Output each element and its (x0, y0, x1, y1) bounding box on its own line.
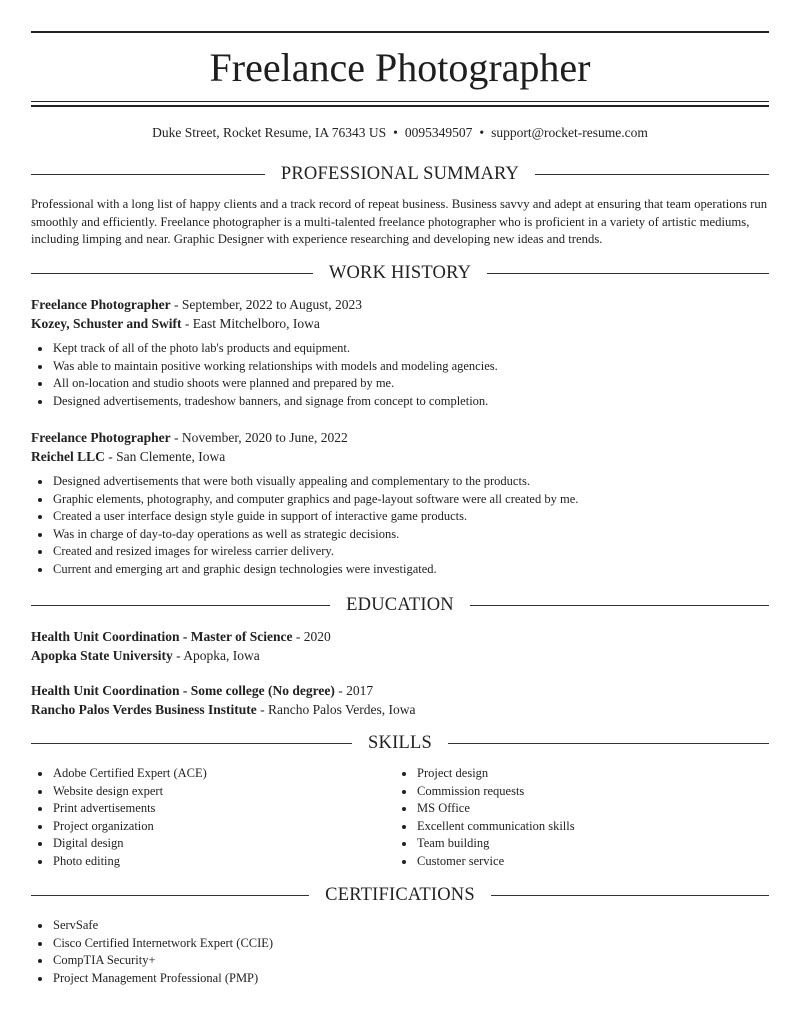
education-location: - Apopka, Iowa (172, 648, 260, 663)
job-dates: - November, 2020 to June, 2022 (170, 430, 348, 445)
section-title: WORK HISTORY (328, 263, 472, 283)
contact-email[interactable]: support@rocket-resume.com (491, 125, 648, 140)
list-item: ServSafe (31, 917, 273, 935)
list-item: Digital design (31, 835, 207, 853)
list-item: Website design expert (31, 783, 207, 801)
education-degree-line (31, 681, 769, 700)
section-title: EDUCATION (346, 595, 454, 615)
contact-phone: 0095349507 (404, 125, 473, 140)
heading-rule-right (535, 174, 769, 175)
header-double-rule-thin (31, 101, 769, 102)
job-company-line (31, 447, 769, 466)
header-double-rule-thick (31, 105, 769, 107)
education-school-line (31, 646, 769, 665)
heading-rule-right (448, 743, 769, 744)
section-title: SKILLS (368, 733, 432, 753)
heading-rule-left (31, 174, 265, 175)
heading-rule-right (491, 895, 769, 896)
list-item: Designed advertisements that were both visually appealing and complementary to the products. (31, 473, 769, 491)
list-item: Created and resized images for wireless carrier delivery. (31, 543, 769, 561)
job-company-line (31, 314, 769, 333)
list-item: Created a user interface design style guide in support of interactive game products. (31, 508, 769, 526)
certifications-list (31, 917, 273, 987)
education-school: Rancho Palos Verdes Business Institute (31, 702, 257, 717)
education-entry (31, 681, 769, 719)
list-item: Project design (395, 765, 575, 783)
education-degree: Health Unit Coordination - Some college (No degree) (31, 683, 335, 698)
list-item: Print advertisements (31, 800, 207, 818)
education-location: - Rancho Palos Verdes, Iowa (256, 702, 416, 717)
job-dates: - September, 2022 to August, 2023 (170, 297, 363, 312)
list-item: MS Office (395, 800, 575, 818)
list-item: Team building (395, 835, 575, 853)
job-duties-list (31, 340, 769, 410)
job-company: Reichel LLC (31, 449, 105, 464)
job-entry (31, 428, 769, 579)
job-position: Freelance Photographer (31, 297, 171, 312)
education-year: - 2017 (334, 683, 374, 698)
job-entry (31, 295, 769, 410)
heading-rule-left (31, 605, 330, 606)
job-duties-list (31, 473, 769, 579)
list-item: Cisco Certified Internetwork Expert (CCIE) (31, 935, 273, 953)
list-item: Photo editing (31, 853, 207, 871)
list-item: Was able to maintain positive working relationships with models and modeling agencies. (31, 358, 769, 376)
job-position: Freelance Photographer (31, 430, 171, 445)
section-heading-skills (31, 731, 769, 755)
list-item: Current and emerging art and graphic design technologies were investigated. (31, 561, 769, 579)
list-item: CompTIA Security+ (31, 952, 273, 970)
section-heading-work-history (31, 261, 769, 285)
section-heading-education (31, 593, 769, 617)
list-item: Commission requests (395, 783, 575, 801)
section-heading-certifications (31, 883, 769, 907)
bullet-separator: • (479, 125, 485, 140)
candidate-name: Freelance Photographer (209, 45, 591, 90)
job-location: - East Mitchelboro, Iowa (181, 316, 320, 331)
heading-rule-right (470, 605, 769, 606)
job-title-line (31, 428, 769, 447)
education-year: - 2020 (292, 629, 331, 644)
education-entry (31, 627, 769, 665)
list-item: All on-location and studio shoots were planned and prepared by me. (31, 375, 769, 393)
list-item: Project organization (31, 818, 207, 836)
skills-list-left (31, 765, 207, 871)
list-item: Customer service (395, 853, 575, 871)
list-item: Graphic elements, photography, and computer graphics and page-layout software were all created by me. (31, 491, 769, 509)
list-item: Designed advertisements, tradeshow banners, and signage from concept to completion. (31, 393, 769, 411)
list-item: Excellent communication skills (395, 818, 575, 836)
list-item: Kept track of all of the photo lab's products and equipment. (31, 340, 769, 358)
heading-rule-right (487, 273, 769, 274)
summary-text: Professional with a long list of happy clients and a track record of repeat business. Business savvy and adept at ensuring that team operations run smoothly and efficiently. Freelance photographer is a multi-talented freelance photographer who is proficient in a variety of artistic mediums, including limping and near. Graphic Designer with experience researching and developing new ideas and trends. (31, 197, 768, 247)
job-title-line (31, 295, 769, 314)
bullet-separator: • (393, 125, 398, 140)
heading-rule-left (31, 743, 352, 744)
section-title: PROFESSIONAL SUMMARY (280, 164, 520, 184)
education-school-line (31, 700, 769, 719)
header-top-rule (31, 31, 769, 33)
section-heading-summary (31, 162, 769, 186)
education-degree: Health Unit Coordination - Master of Science (31, 629, 293, 644)
list-item: Was in charge of day-to-day operations as well as strategic decisions. (31, 526, 769, 544)
list-item: Adobe Certified Expert (ACE) (31, 765, 207, 783)
contact-address: Duke Street, Rocket Resume, IA 76343 US (152, 125, 387, 140)
education-school: Apopka State University (31, 648, 173, 663)
contact-line (31, 124, 769, 142)
job-location: - San Clemente, Iowa (104, 449, 226, 464)
education-degree-line (31, 627, 769, 646)
skills-list-right (395, 765, 575, 871)
section-title: CERTIFICATIONS (325, 885, 475, 905)
heading-rule-left (31, 895, 309, 896)
heading-rule-left (31, 273, 313, 274)
list-item: Project Management Professional (PMP) (31, 970, 273, 988)
job-company: Kozey, Schuster and Swift (31, 316, 182, 331)
